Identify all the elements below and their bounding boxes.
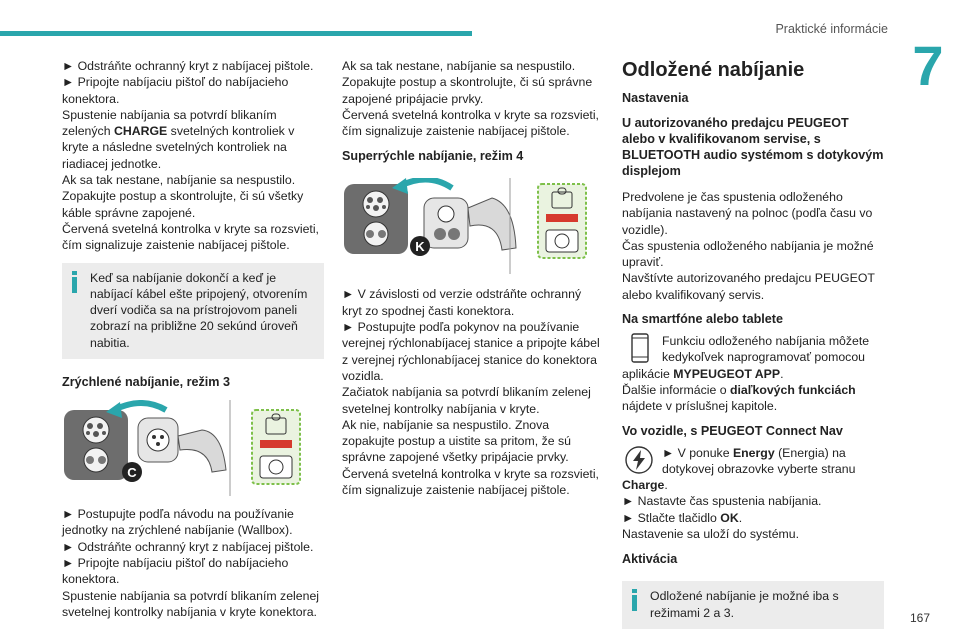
red-lamp-text: Červená svetelná kontrolka v kryte sa rozsvieti, čím signalizuje zaistenie nabíjacej pištole. (62, 221, 319, 253)
mode4-step-2: ► Postupujte podľa pokynov na používanie verejnej rýchlonabíjacej stanice a pripojte kábel z verejnej rýchlonabíjacej stanice do konektora vozidla. (342, 320, 600, 383)
info-box-2 (622, 581, 884, 629)
charging-socket-icon (64, 410, 128, 480)
dealer-p1: Predvolene je čas spustenia odloženého nabíjania nastavený na polnoc (podľa času vo vozidle). (622, 190, 873, 237)
mode4-step-1: ► V závislosti od verzie odstráňte ochranný kryt zo spodnej časti konektora. (342, 287, 582, 318)
phone-heading: Na smartfóne alebo tablete (622, 312, 783, 327)
mode4-confirm: Začiatok nabíjania sa potvrdí blikaním zelenej svetelnej kontrolky nabíjania v kryte. (342, 385, 591, 416)
vehicle-saved: Nastavenie sa uloží do systému. (622, 527, 800, 542)
mode4-illustration (342, 178, 604, 278)
page-number: 167 (910, 611, 931, 625)
info-text: Keď sa nabíjanie dokončí a keď je nabíjací kábel ešte pripojený, otvorením dverí vodiča sa na prístrojovom paneli zobrazí na približne 20 sekúnd úroveň nabitia. (90, 270, 308, 350)
mode4-letter-badge (410, 236, 430, 256)
chapter-number: 7 (912, 34, 944, 97)
step-connect-gun: ► Pripojte nabíjaciu pištoľ do nabíjacieho konektora. (62, 75, 289, 106)
charge-indicator-icon (252, 410, 300, 484)
charge-indicator-icon (538, 184, 586, 258)
info-text-2: Odložené nabíjanie je možné iba s režimami 2 a 3. (650, 589, 839, 620)
mode4-letter: K (415, 239, 425, 255)
charge-bolt-icon (624, 445, 654, 475)
vehicle-p1: ► V ponuke Energy (Energia) na dotykovej obrazovke vyberte stranu Charge. (622, 445, 856, 493)
phone-p1: Funkciu odloženého nabíjania môžete kedykoľvek naprogramovať pomocou aplikácie MYPEUGEOT APP. (622, 334, 870, 381)
section-header: Praktické informácie (775, 22, 888, 36)
info-box (62, 263, 324, 359)
phone-p2: Ďalšie informácie o diaľkových funkciách nájdete v príslušnej kapitole. (622, 382, 856, 414)
mode3-confirm: Spustenie nabíjania sa potvrdí blikaním zelenej svetelnej kontrolky nabíjania v kryte konektora. (62, 588, 320, 619)
mode3-figure (62, 400, 324, 500)
column-1 (62, 58, 324, 620)
step-remove-cover: ► Odstráňte ochranný kryt z nabíjacej pištole. (62, 59, 314, 73)
phone-block (622, 333, 884, 414)
dealer-p3: Navštívte autorizovaného predajcu PEUGEOT alebo kvalifikovaný servis. (622, 271, 875, 302)
smartphone-icon (624, 333, 654, 363)
red-lamp-text-2: Červená svetelná kontrolka v kryte sa rozsvieti, čím signalizuje zaistenie nabíjacej pištole. (342, 107, 599, 139)
retry-text-2: Ak sa tak nestane, nabíjanie sa nespustilo. Zopakujte postup a skontrolujte, či sú správne zapojené pripájacie prvky. (342, 59, 593, 106)
dealer-p2: Čas spustenia odloženého nabíjania je možné upraviť. (622, 238, 874, 270)
vehicle-block (622, 445, 884, 543)
vehicle-heading: Vo vozidle, s PEUGEOT Connect Nav (622, 423, 843, 438)
charging-socket-icon (344, 184, 408, 254)
mode4-title: Superrýchle nabíjanie, režim 4 (342, 149, 524, 164)
mode3-letter-badge (122, 462, 142, 482)
section-title: Odložené nabíjanie (622, 59, 805, 81)
mode3-illustration (62, 400, 324, 500)
mode3-step-3: ► Pripojte nabíjaciu pištoľ do nabíjacieho konektora. (62, 555, 289, 587)
vehicle-step-2: ► Nastavte čas spustenia nabíjania. (622, 494, 822, 509)
mode3-step-1: ► Postupujte podľa návodu na používanie jednotky na zrýchlené nabíjanie (Wallbox). (62, 507, 294, 538)
column-2 (342, 58, 604, 498)
vehicle-step-3: ► Stlačte tlačidlo OK. (622, 510, 743, 525)
column-3 (622, 58, 884, 629)
mode3-title: Zrýchlené nabíjanie, režim 3 (62, 375, 230, 390)
retry-text: Ak sa tak nestane, nabíjanie sa nespustilo. Zopakujte postup a skontrolujte, či sú všetky káble správne zapojené. (62, 173, 304, 220)
settings-heading: Nastavenia (622, 91, 689, 105)
mode4-red: Červená svetelná kontrolka v kryte sa rozsvieti, čím signalizuje zaistenie nabíjacej pištole. (342, 466, 599, 498)
charge-start-text: Spustenie nabíjania sa potvrdí blikaním zelených CHARGE svetelných kontroliek v kryte a následne svetelných kontroliek na riadiacej jednotke. (62, 107, 295, 171)
info-icon (70, 271, 80, 293)
mode3-step-2: ► Odstráňte ochranný kryt z nabíjacej pištole. (62, 539, 314, 554)
top-accent-bar (0, 31, 472, 36)
mode4-figure (342, 178, 604, 278)
mode3-letter: C (127, 465, 137, 481)
activation-heading: Aktivácia (622, 552, 678, 567)
mode4-retry: Ak nie, nabíjanie sa nespustilo. Znova zopakujte postup a uistite sa pritom, že sú správne zapojené všetky pripájacie prvky. (342, 417, 571, 465)
info-icon (630, 589, 640, 611)
charging-cable-icon (392, 178, 516, 250)
dealer-heading: U autorizovaného predajcu PEUGEOT alebo v kvalifikovanom servise, s BLUETOOTH audio systémom s dotykovým displejom (622, 116, 884, 178)
